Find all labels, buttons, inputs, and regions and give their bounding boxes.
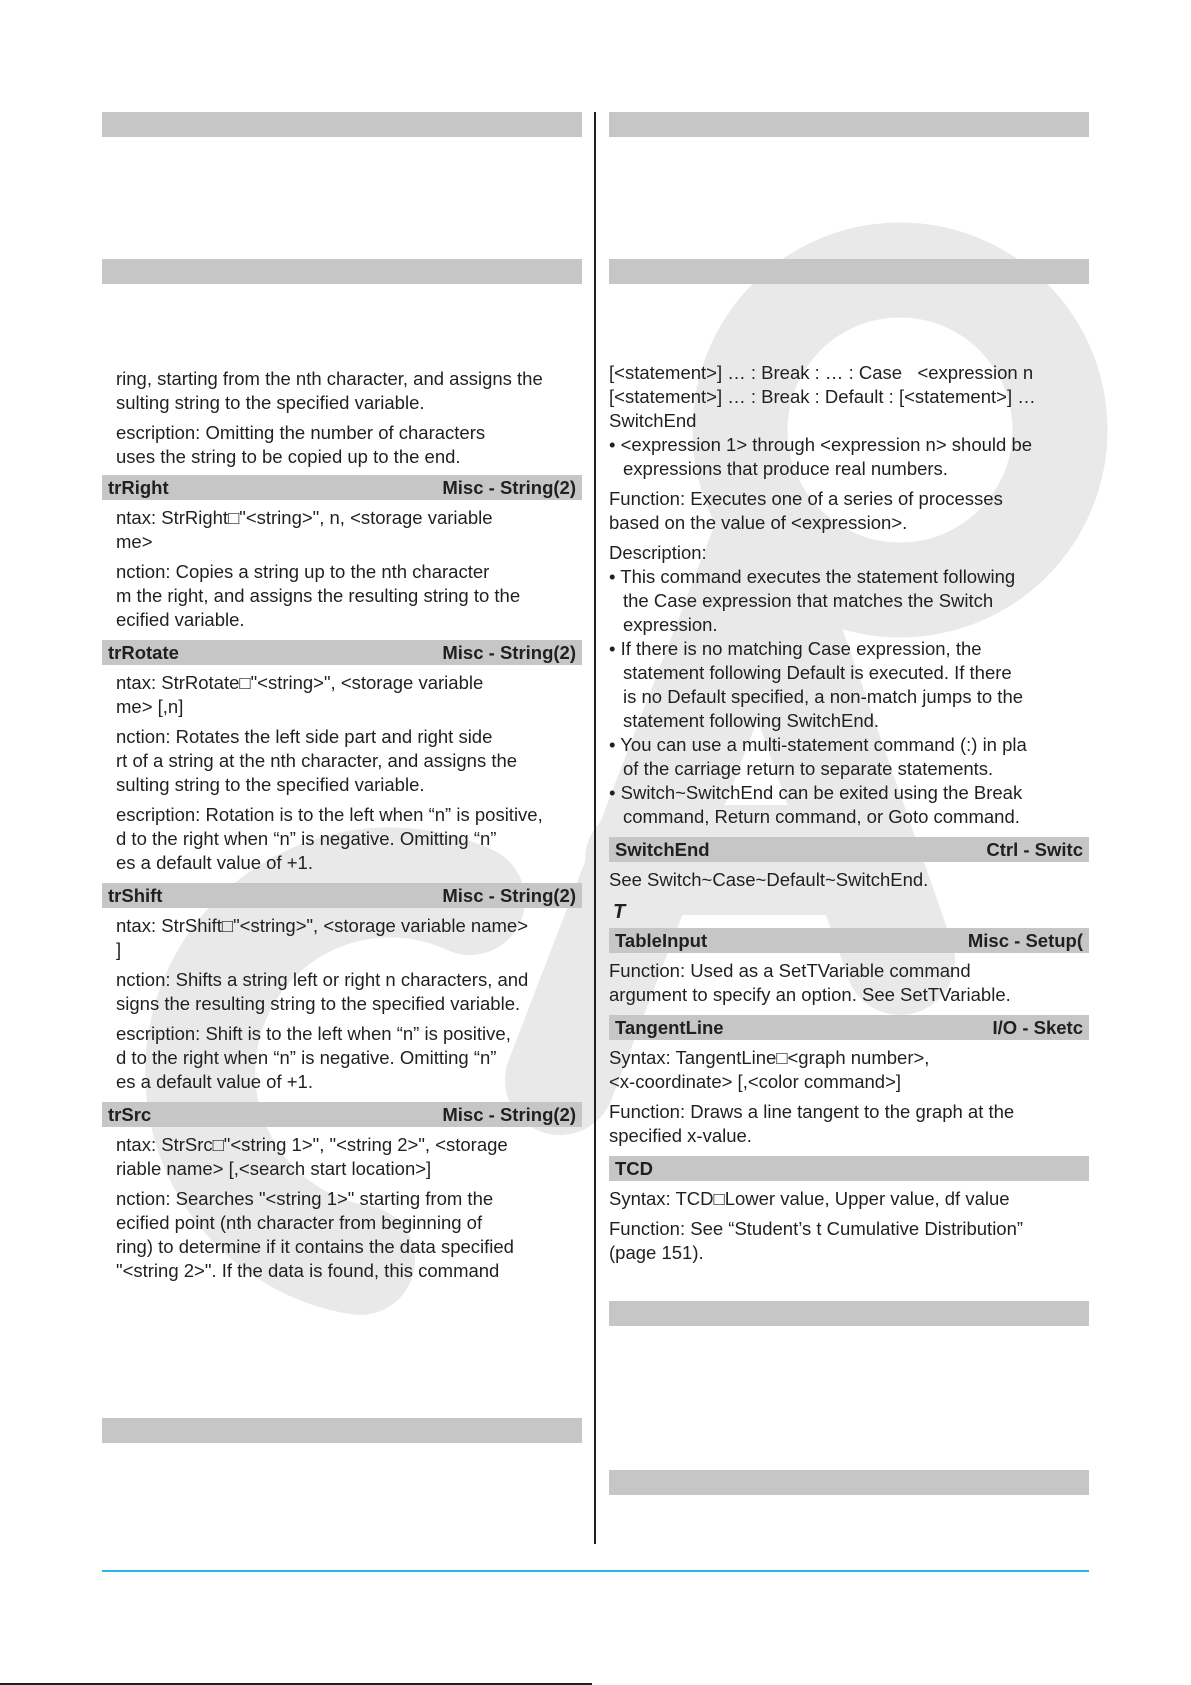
body-text: nction: Shifts a string left or right n characters, and — [116, 969, 529, 990]
command-name: trShift — [108, 884, 163, 906]
gray-bar — [102, 112, 582, 137]
footer-rule — [102, 1570, 1089, 1572]
body-text: nction: Copies a string up to the nth character — [116, 561, 490, 582]
body-text: m the right, and assigns the resulting string to the — [116, 585, 521, 606]
body-text: <x-coordinate> [,<color command>] — [609, 1071, 902, 1092]
body-text: escription: Rotation is to the left when “n” is positive, — [116, 804, 543, 825]
switch-continuation — [609, 361, 1089, 1271]
entry-header-trrotate — [102, 640, 582, 665]
command-name: TangentLine — [615, 1016, 724, 1038]
gray-bar — [609, 259, 1089, 284]
body-text: • <expression 1> through <expression n> should be — [609, 434, 1033, 455]
body-text: Description: — [609, 542, 707, 563]
body-text: me> — [116, 531, 153, 552]
body-text: signs the resulting string to the specified variable. — [116, 993, 521, 1014]
body-text: ntax: StrRotate□"<string>", <storage variable — [116, 672, 484, 693]
body-text: "<string 2>". If the data is found, this command — [116, 1260, 500, 1281]
command-category: Ctrl - Switc — [986, 838, 1083, 860]
body-text: me> [,n] — [116, 696, 184, 717]
entry-header-tableinput — [609, 928, 1089, 953]
command-category: Misc - String(2) — [442, 476, 576, 498]
body-text: [<statement>] … : Break : Default : [<statement>] … — [609, 386, 1036, 407]
body-text: ] — [116, 939, 122, 960]
body-text: es a default value of +1. — [116, 1071, 313, 1092]
body-text: escription: Omitting the number of characters — [116, 422, 486, 443]
body-text: based on the value of <expression>. — [609, 512, 908, 533]
entry-header-trsrc — [102, 1102, 582, 1127]
body-text: Function: Used as a SetTVariable command — [609, 960, 971, 981]
gray-bar — [609, 112, 1089, 137]
body-text: nction: Searches "<string 1>" starting from the — [116, 1188, 494, 1209]
gray-bar — [609, 1470, 1089, 1495]
body-text: Function: Draws a line tangent to the graph at the — [609, 1101, 1015, 1122]
entry-header-trright — [102, 475, 582, 500]
body-text: riable name> [,<search start location>] — [116, 1158, 432, 1179]
body-text: See Switch~Case~Default~SwitchEnd. — [609, 869, 929, 890]
command-name: trRight — [108, 476, 169, 498]
command-category: Misc - String(2) — [442, 884, 576, 906]
body-text: argument to specify an option. See SetTVariable. — [609, 984, 1011, 1005]
body-text: • This command executes the statement following — [609, 566, 1016, 587]
command-category: Misc - Setup( — [967, 929, 1083, 951]
body-text: Function: Executes one of a series of processes — [609, 488, 1003, 509]
body-text: nction: Rotates the left side part and right side — [116, 726, 493, 747]
gray-bar — [102, 259, 582, 284]
gray-bar — [609, 1301, 1089, 1326]
body-text: Syntax: TCD□Lower value, Upper value, df value — [609, 1188, 1010, 1209]
section-letter: T — [613, 901, 626, 923]
body-text: ntax: StrRight□"<string>", n, <storage variable — [116, 507, 493, 528]
entry-header-switchend — [609, 837, 1089, 862]
body-text: is no Default specified, a non-match jumps to the — [623, 686, 1024, 707]
body-text: uses the string to be copied up to the end. — [116, 446, 461, 467]
body-text: SwitchEnd — [609, 410, 697, 431]
command-name: TableInput — [615, 929, 708, 951]
body-text: specified x-value. — [609, 1125, 752, 1146]
command-name: trRotate — [108, 641, 179, 663]
body-text: expressions that produce real numbers. — [623, 458, 948, 479]
body-text: Syntax: TangentLine□<graph number>, — [609, 1047, 930, 1068]
body-text: expression. — [623, 614, 718, 635]
body-text: (page 151). — [609, 1242, 704, 1263]
entry-header-tcd — [609, 1156, 1089, 1181]
body-text: ntax: StrShift□"<string>", <storage variable name> — [116, 915, 528, 936]
body-text: Function: See “Student’s t Cumulative Distribution” — [609, 1218, 1024, 1239]
body-text: escription: Shift is to the left when “n” is positive, — [116, 1023, 511, 1044]
command-category: I/O - Sketc — [992, 1016, 1083, 1038]
body-text: [<statement>] … : Break : … : Case <expression n — [609, 362, 1034, 383]
command-name: trSrc — [108, 1103, 152, 1125]
body-text: ring, starting from the nth character, and assigns the — [116, 368, 543, 389]
body-text: of the carriage return to separate statements. — [623, 758, 994, 779]
command-category: Misc - String(2) — [442, 641, 576, 663]
body-text: sulting string to the specified variable. — [116, 392, 425, 413]
body-text: d to the right when “n” is negative. Omitting “n” — [116, 828, 497, 849]
body-text: es a default value of +1. — [116, 852, 313, 873]
body-text: ntax: StrSrc□"<string 1>", "<string 2>", <storage — [116, 1134, 508, 1155]
command-name: TCD — [615, 1157, 654, 1179]
body-text: statement following SwitchEnd. — [623, 710, 880, 731]
entry-header-trshift — [102, 883, 582, 908]
body-text: command, Return command, or Goto command. — [623, 806, 1020, 827]
body-text: • You can use a multi-statement command (:) in pla — [609, 734, 1027, 755]
gray-bar — [102, 1418, 582, 1443]
body-text: ring) to determine if it contains the data specified — [116, 1236, 514, 1257]
command-category: Misc - String(2) — [442, 1103, 576, 1125]
body-text: ecified variable. — [116, 609, 245, 630]
body-text: statement following Default is executed. If there — [623, 662, 1012, 683]
column-divider — [594, 112, 596, 1544]
entry-header-tangentline — [609, 1015, 1089, 1040]
body-text: sulting string to the specified variable. — [116, 774, 425, 795]
command-name: SwitchEnd — [615, 838, 710, 860]
body-text: • Switch~SwitchEnd can be exited using the Break — [609, 782, 1023, 803]
body-text: • If there is no matching Case expression, the — [609, 638, 982, 659]
body-text: rt of a string at the nth character, and assigns the — [116, 750, 518, 771]
body-text: d to the right when “n” is negative. Omitting “n” — [116, 1047, 497, 1068]
body-text: ecified point (nth character from beginning of — [116, 1212, 483, 1233]
strmid-continuation — [102, 367, 582, 1289]
body-text: the Case expression that matches the Switch — [623, 590, 994, 611]
